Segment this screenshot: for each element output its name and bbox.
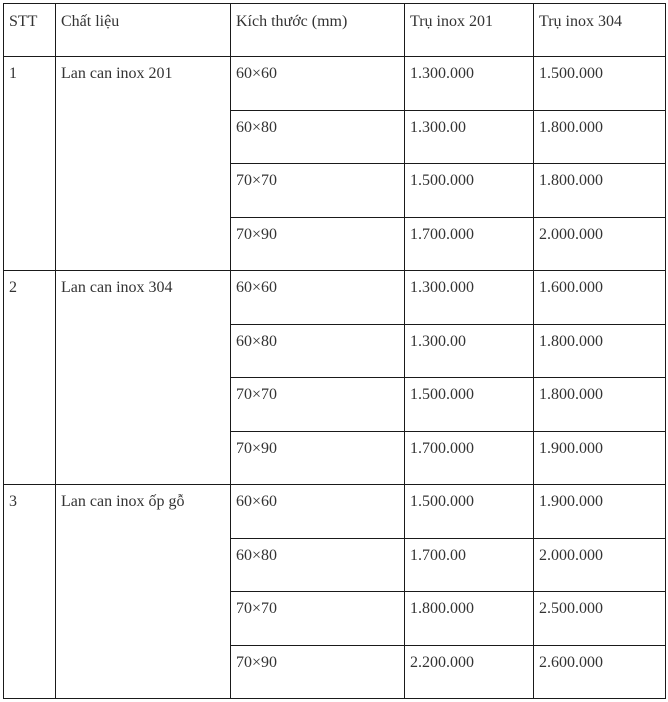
inox-201-price-cell: 1.500.000 [405, 485, 534, 539]
inox-304-price-cell: 1.600.000 [534, 271, 666, 325]
inox-304-price-cell: 2.600.000 [534, 645, 666, 699]
inox-304-price-cell: 1.900.000 [534, 431, 666, 485]
inox-304-price-cell: 2.500.000 [534, 592, 666, 646]
size-cell: 60×60 [231, 271, 405, 325]
inox-201-price-cell: 1.300.000 [405, 57, 534, 111]
size-cell: 60×80 [231, 324, 405, 378]
header-row [4, 4, 666, 57]
size-cell: 70×70 [231, 592, 405, 646]
inox-304-price-cell: 1.800.000 [534, 164, 666, 218]
header-stt: STT [4, 4, 56, 57]
inox-201-price-cell: 1.800.000 [405, 592, 534, 646]
inox-304-price-cell: 2.000.000 [534, 217, 666, 271]
inox-201-price-cell: 1.700.000 [405, 431, 534, 485]
inox-304-price-cell: 1.500.000 [534, 57, 666, 111]
stt-cell: 1 [4, 57, 56, 271]
size-cell: 70×70 [231, 378, 405, 432]
inox-304-price-cell: 1.900.000 [534, 485, 666, 539]
price-table [3, 3, 666, 699]
inox-201-price-cell: 1.300.00 [405, 324, 534, 378]
inox-201-price-cell: 1.500.000 [405, 378, 534, 432]
inox-201-price-cell: 1.300.000 [405, 271, 534, 325]
inox-304-price-cell: 2.000.000 [534, 538, 666, 592]
stt-cell: 2 [4, 271, 56, 485]
inox-201-price-cell: 1.500.000 [405, 164, 534, 218]
table-header [4, 4, 666, 57]
size-cell: 60×60 [231, 485, 405, 539]
inox-304-price-cell: 1.800.000 [534, 378, 666, 432]
inox-304-price-cell: 1.800.000 [534, 324, 666, 378]
table-row [4, 485, 666, 539]
inox-304-price-cell: 1.800.000 [534, 110, 666, 164]
material-cell: Lan can inox 201 [56, 57, 231, 271]
table-body [4, 57, 666, 699]
size-cell: 60×80 [231, 538, 405, 592]
size-cell: 60×80 [231, 110, 405, 164]
header-inox-304: Trụ inox 304 [534, 4, 666, 57]
header-size: Kích thước (mm) [231, 4, 405, 57]
inox-201-price-cell: 1.300.00 [405, 110, 534, 164]
header-material: Chất liệu [56, 4, 231, 57]
inox-201-price-cell: 2.200.000 [405, 645, 534, 699]
inox-201-price-cell: 1.700.000 [405, 217, 534, 271]
size-cell: 70×90 [231, 431, 405, 485]
inox-201-price-cell: 1.700.00 [405, 538, 534, 592]
table-row [4, 57, 666, 111]
table-row [4, 271, 666, 325]
material-cell: Lan can inox 304 [56, 271, 231, 485]
stt-cell: 3 [4, 485, 56, 699]
size-cell: 70×70 [231, 164, 405, 218]
material-cell: Lan can inox ốp gỗ [56, 485, 231, 699]
size-cell: 70×90 [231, 645, 405, 699]
header-inox-201: Trụ inox 201 [405, 4, 534, 57]
size-cell: 60×60 [231, 57, 405, 111]
size-cell: 70×90 [231, 217, 405, 271]
